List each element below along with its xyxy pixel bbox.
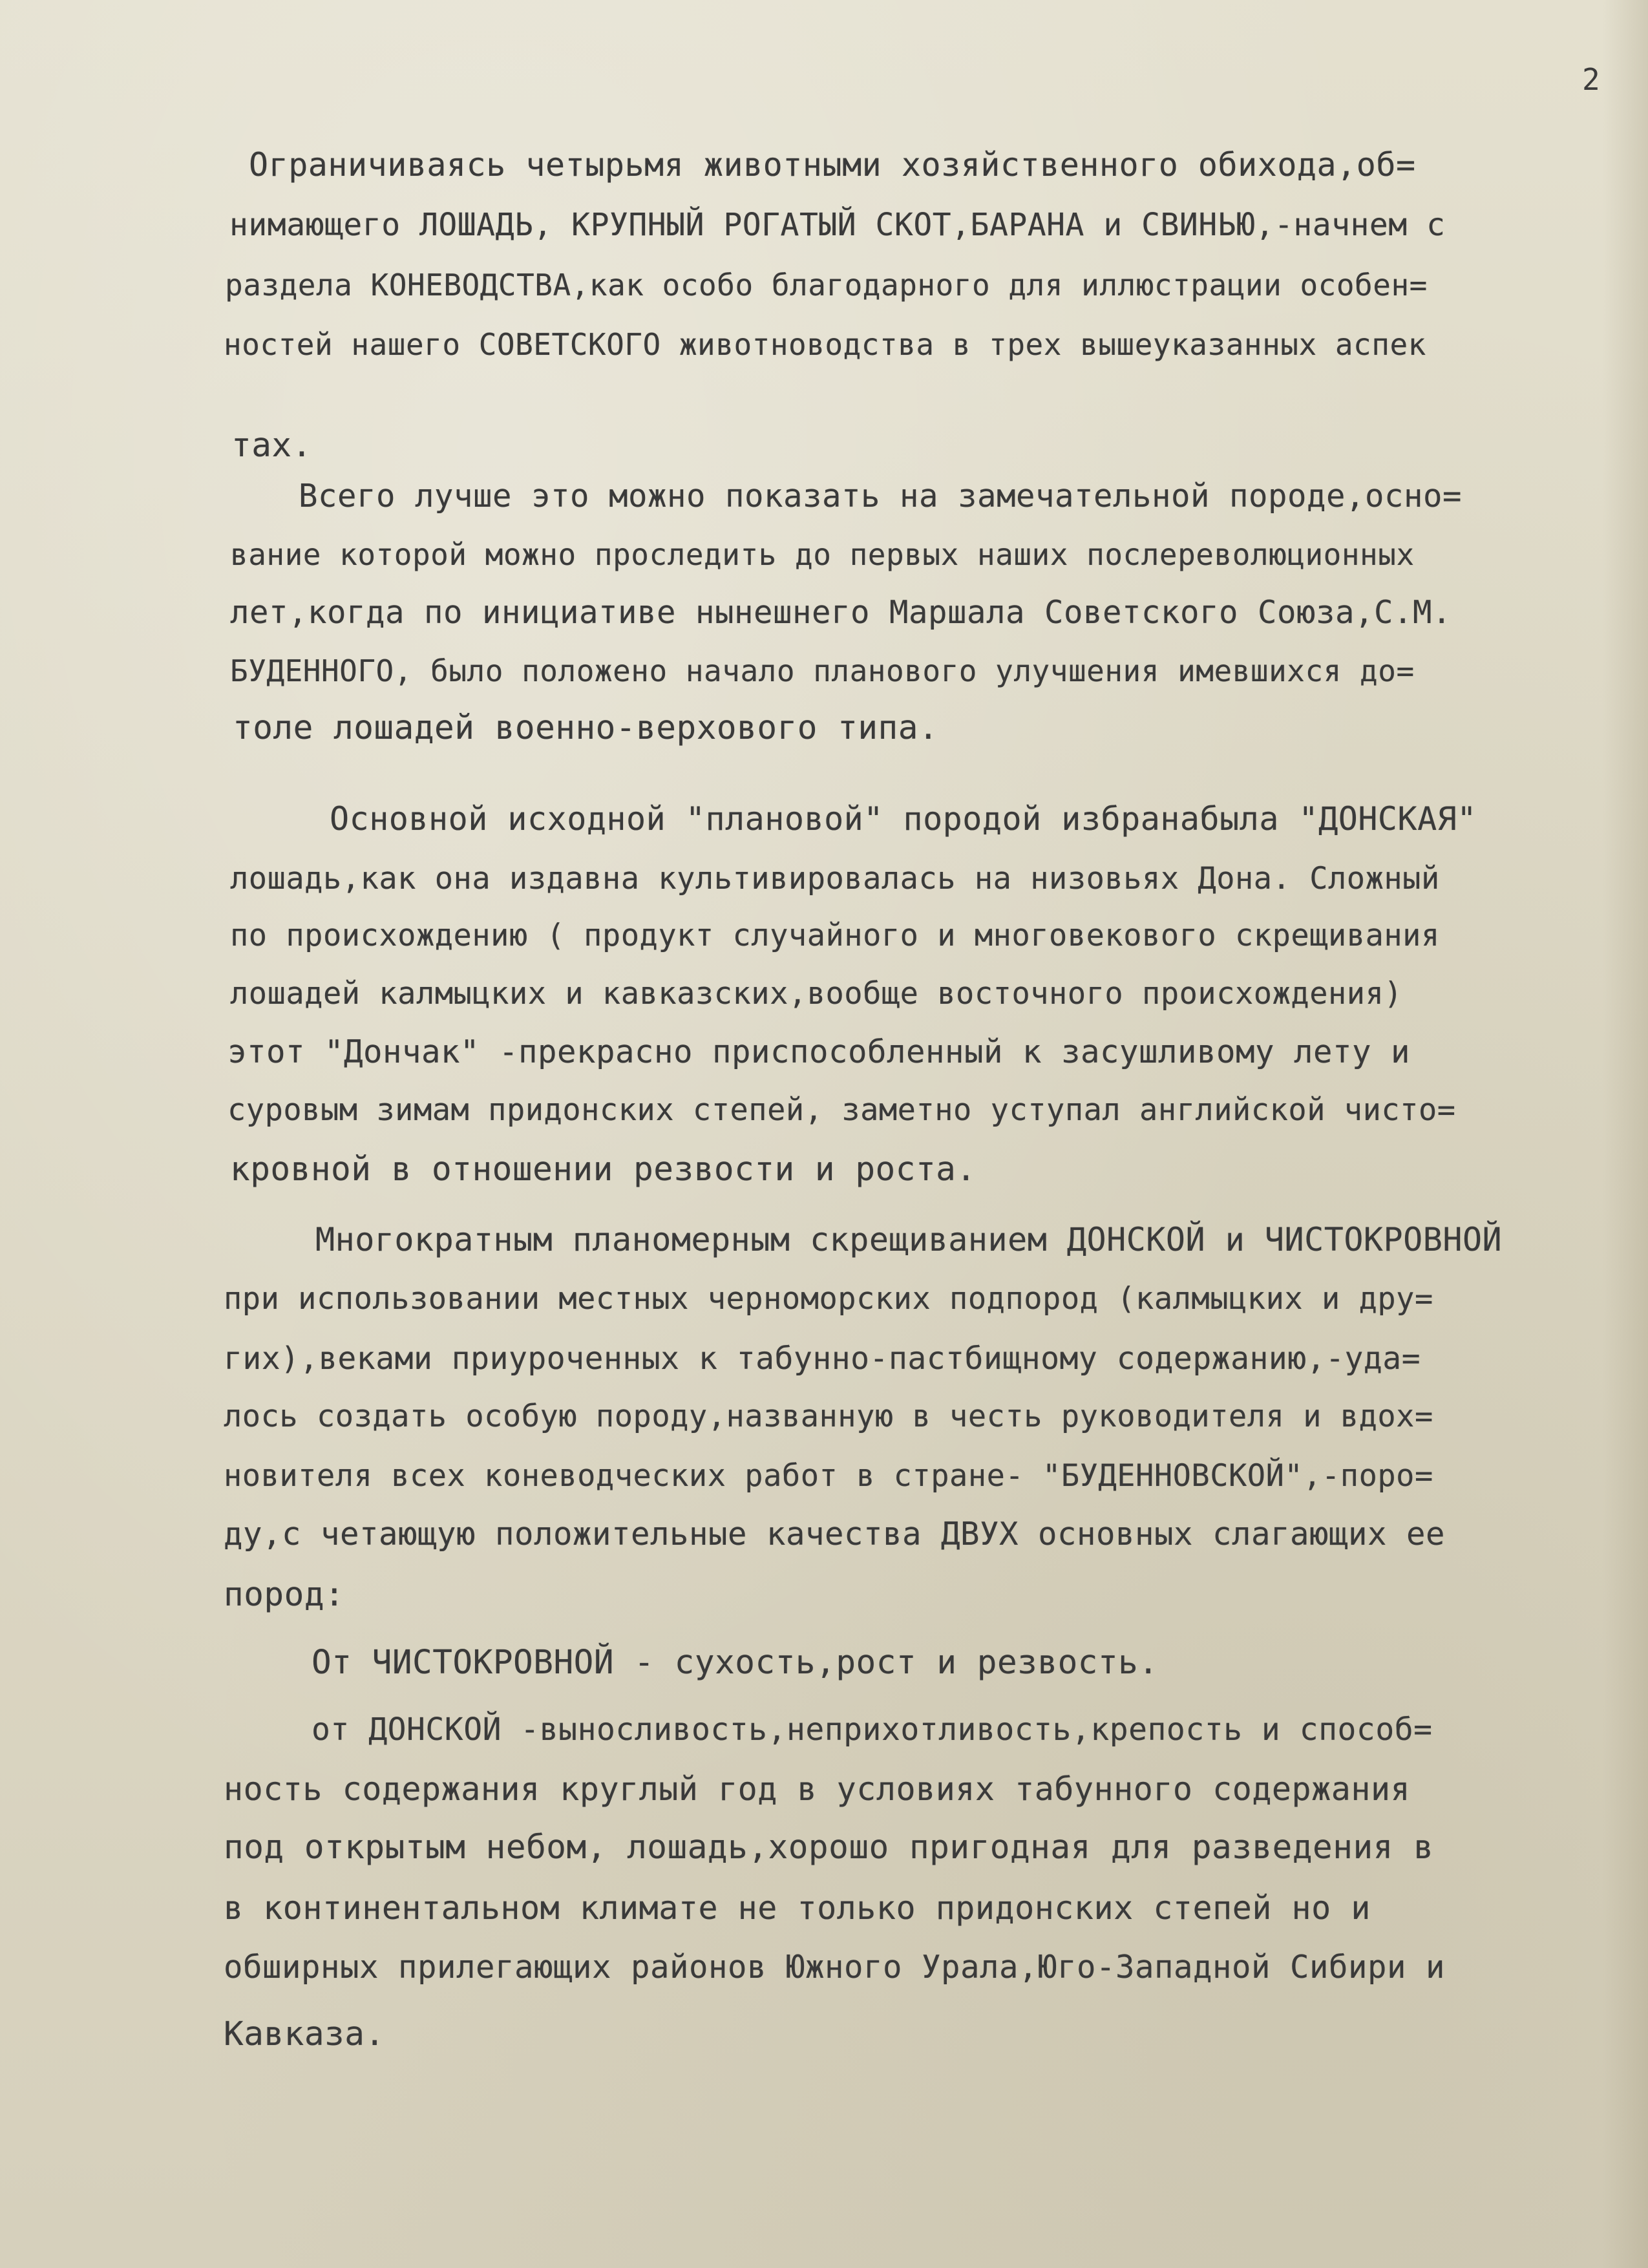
- text-line: под открытым небом, лошадь,хорошо пригодная для разведения в: [224, 1828, 1434, 1867]
- text-line: этот "Дончак" -прекрасно приспособленный к засушливому лету и: [227, 1033, 1411, 1070]
- text-line: при использовании местных черноморских подпород (калмыцких и дру=: [224, 1281, 1433, 1317]
- text-line: пород:: [224, 1576, 345, 1614]
- text-line: обширных прилегающих районов Южного Урала,Юго-Западной Сибири и: [224, 1949, 1446, 1986]
- text-line: суровым зимам придонских степей, заметно уступал английской чисто=: [227, 1092, 1456, 1128]
- text-line: в континентальном климате не только придонских степей но и: [224, 1889, 1371, 1927]
- text-line: Ограничиваясь четырьмя животными хозяйственного обихода,об=: [249, 146, 1416, 184]
- text-line: новителя всех коневодческих работ в стране- "БУДЕННОВСКОЙ",-поро=: [224, 1458, 1433, 1494]
- text-line: от ДОНСКОЙ -выносливость,неприхотливость,крепость и способ=: [312, 1712, 1433, 1748]
- text-line: тах.: [231, 427, 312, 465]
- text-line: ность содержания круглый год в условиях табунного содержания: [224, 1770, 1411, 1808]
- text-line: Всего лучше это можно показать на замечательной породе,осно=: [299, 478, 1463, 514]
- text-line: лошадей калмыцких и кавказских,вообще восточного происхождения): [230, 976, 1403, 1012]
- text-line: лось создать особую породу,названную в честь руководителя и вдох=: [224, 1399, 1433, 1434]
- text-line: нимающего ЛОШАДЬ, КРУПНЫЙ РОГАТЫЙ СКОТ,БАРАНА и СВИНЬЮ,-начнем с: [229, 207, 1446, 243]
- text-line: Основной исходной "плановой" породой избранабыла "ДОНСКАЯ": [330, 800, 1477, 838]
- text-line: лет,когда по инициативе нынешнего Маршала Советского Союза,С.М.: [230, 594, 1452, 631]
- text-line: ду,с четающую положительные качества ДВУХ основных слагающих ее: [224, 1516, 1446, 1553]
- text-line: раздела КОНЕВОДСТВА,как особо благодарного для иллюстрации особен=: [225, 268, 1428, 302]
- text-line: кровной в отношении резвости и роста.: [230, 1150, 977, 1189]
- text-line: вание которой можно проследить до первых наших послереволюционных: [230, 537, 1415, 572]
- page-number: 2: [1582, 62, 1600, 97]
- text-line: по происхождению ( продукт случайного и многовекового скрещивания: [230, 918, 1440, 953]
- text-line: толе лошадей военно-верхового типа.: [233, 709, 939, 747]
- text-line: От ЧИСТОКРОВНОЙ - сухость,рост и резвость.: [312, 1644, 1159, 1682]
- text-line: Кавказа.: [224, 2015, 385, 2053]
- text-line: БУДЕННОГО, было положено начало планового улучшения имевшихся до=: [230, 653, 1415, 688]
- text-line: Многократным планомерным скрещиванием ДОНСКОЙ и ЧИСТОКРОВНОЙ: [315, 1221, 1503, 1258]
- text-line: гих),веками приуроченных к табунно-пастбищному содержанию,-уда=: [224, 1341, 1421, 1377]
- text-line: ностей нашего СОВЕТСКОГО животноводства в трех вышеуказанных аспек: [224, 327, 1426, 362]
- text-line: лошадь,как она издавна культивировалась на низовьях Дона. Сложный: [230, 861, 1440, 896]
